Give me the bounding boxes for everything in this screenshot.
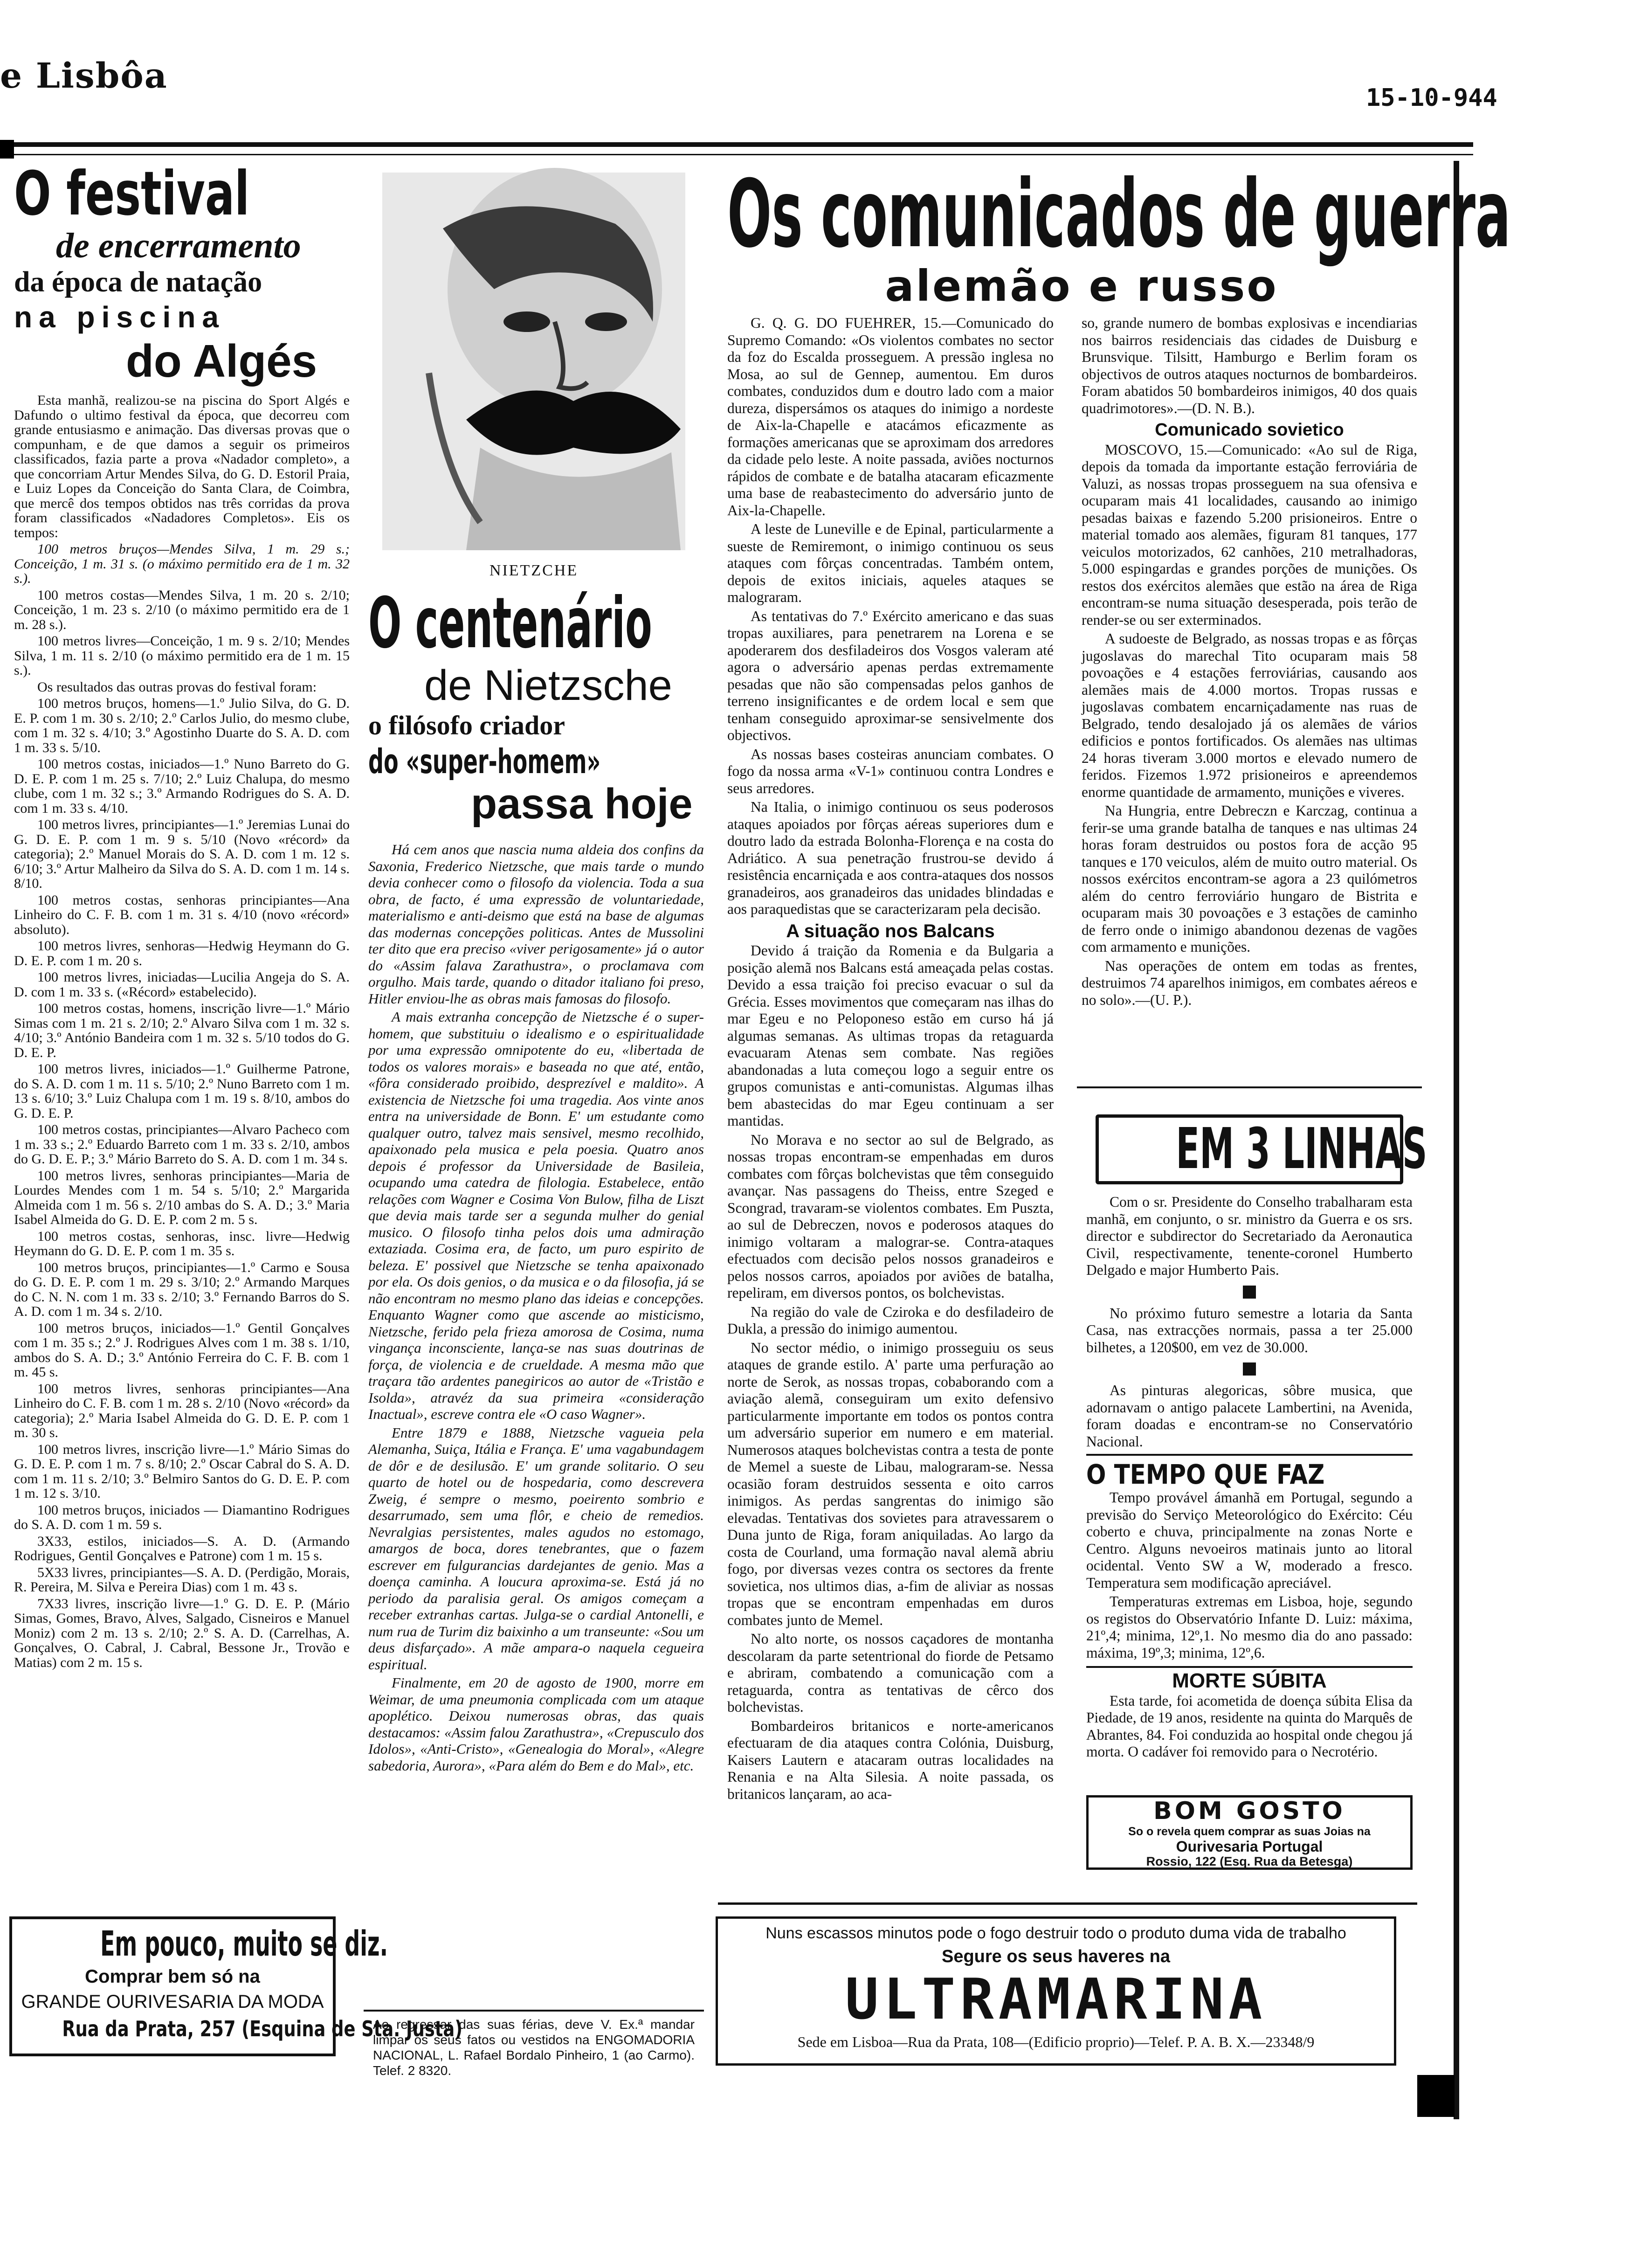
festival-paragraph: 100 metros costas, principiantes—Alvaro Pacheco com 1 m. 33 s.; 2.º Eduardo Barreto com 1 m. 33 s. 2/10, ambos do G. D. E. P.; 3.º Mário Barreto do S. A. D. com 1 m. 34 s. xyxy=(14,1122,350,1167)
em3linhas-title: EM 3 LINHAS xyxy=(1176,1117,1427,1182)
war-paragraph: As nossas bases costeiras anunciam combates. O fogo da nossa arma «V-1» continuou contra Londres e seus arredores. xyxy=(727,746,1054,796)
bomgosto-title: BOM GOSTO xyxy=(1153,1797,1345,1825)
tempo-forecast: Tempo provável ámanhã em Portugal, segundo a previsão do Serviço Meteorológico do Exército: Céu coberto e chuva, principalmente na zonas Norte e Centro. Alguns nevoeiros matinais junto ao litoral ocidental. Vento SW a W, moderado a fresco. Temperatura sem modificação apreciável. xyxy=(1086,1489,1413,1591)
ad-moda-headline: Em pouco, muito se diz. xyxy=(100,1924,388,1964)
ad-bom-gosto xyxy=(1086,1795,1413,1870)
war-paragraph: MOSCOVO, 15.—Comunicado: «Ao sul de Riga, depois da tomada da importante estação ferroviária de Valuzi, as nossas tropas prosseguem na sua ofensiva e ocuparam mais 41 localidades, causando ao inimigo pesadas baixas e fazendo 5.200 prisioneiros. Entre o material tomado aos alemães, figuram 81 tanques, 177 veiculos motorizados, 62 canhões, 210 metralhadoras, 5.000 espingardas e grandes porções de munições. Os restos dos exércitos alemães que estão na área de Riga encontram-se numa situação desesperada, pois terão de render-se ou ser exterminados. xyxy=(1082,441,1417,628)
festival-paragraph: 100 metros livres, iniciados—1.º Guilherme Patrone, do S. A. D. com 1 m. 11 s. 5/10; 2.º Nuno Barreto com 1 m. 13 s. 6/10; 3.º Luiz Chalupa com 1 m. 19 s. 8/10, ambos do G. D. E. P. xyxy=(14,1061,350,1121)
war-title: Os comunicados de guerra xyxy=(727,160,1511,269)
festival-paragraph: 100 metros costas, senhoras principiantes—Ana Linheiro do C. F. B. com 1 m. 31 s. 4/10 (novo «récord» absoluto). xyxy=(14,892,350,937)
war-paragraph: G. Q. G. DO FUEHRER, 15.—Comunicado do Supremo Comando: «Os violentos combates no sector da foz do Escalda prosseguem. A pressão inglesa no Mosa, ao sul de Gennep, aumentou. Em duros combates, conduzidos dum e doutro lado com a maior dureza, dispersámos os ataques do inimigo a nordeste de Aix-la-Chapelle e atacámos eficazmente as formações americanas que se aproximam dos arredores da cidade pelo leste. A noite passada, aviões nocturnos rápidos de combate e de batalha atacaram eficazmente uma base de reabastecimento do adversário junto de Aix-la-Chapelle. xyxy=(727,315,1054,519)
section-rule xyxy=(1086,1454,1413,1456)
ad-moda-line2: Comprar bem só na xyxy=(85,1966,260,1987)
tempo-title: O TEMPO QUE FAZ xyxy=(1086,1459,1325,1490)
nietzsche-paragraph: Entre 1879 e 1888, Nietzsche vagueia pela Alemanha, Suiça, Itália e França. E' uma vagabundagem de dôr e de desilusão. E' um grande solitario. O seu quarto de hotel ou de hospedaria, como descrevera Zweig, é sempre o mesmo, poeirento sombrio e desarrumado, sem uma flôr, e cheio de remedios. Nevralgias persistentes, males agudos no estomago, amargos de boca, dores tenebrantes, que o fazem escrever em fulgurancias dardejantes de genio. Mas a doença caminha. A loucura aproxima-se. Está já no periodo da paralisia geral. Os amigos começam a receber extranhas cartas. Julga-se o cardial Antonelli, e num rua de Turim diz baixinho a um transeunte: «Sou um deus disfarçado». A mãe ampara-o naquela cegueira espiritual. xyxy=(368,1424,704,1673)
festival-sub2: da época de natação xyxy=(14,266,262,298)
war-paragraph: Bombardeiros britanicos e norte-americanos efectuaram de dia ataques contra Colónia, Duisburg, Kaisers Lautern e atacaram outras localidades na Renania e na Alta Silesia. A noite passada, os britanicos lançaram, ao aca- xyxy=(727,1717,1054,1802)
masthead: e Lisbôa xyxy=(0,56,168,96)
festival-paragraph: Esta manhã, realizou-se na piscina do Sport Algés e Dafundo o ultimo festival da época, que decorreu com grande entusiasmo e animação. Das diversas provas que o compunham, e de que damos a seguir os primeiros classificados, fazia parte a prova «Nadador completo», a que concorriam Artur Mendes Silva, do G. D. Estoril Praia, e Luiz Lopes da Conceição do Santa Clara, de Coimbra, que mercê dos tempos obtidos nas três corridas da prova foram classificados «Nadadores Completos». Eis os tempos: xyxy=(14,393,350,540)
festival-title: O festival xyxy=(14,158,250,229)
war-paragraph: so, grande numero de bombas explosivas e incendiarias nos bairros residenciais das cidades de Duisburg e Brunsvique. Tilsitt, Hamburgo e Berlim foram os objectivos de outros ataques nocturnos de bombardeiros. Foram abatidos 50 bombardeiros inimigos, 40 dos quais quadrimotores».—(D. N. B.). xyxy=(1082,315,1417,416)
nietzsche-sub3: do «super-homem» xyxy=(368,742,601,781)
war-paragraph: Devido á traição da Romenia e da Bulgaria a posição alemã nos Balcans está ameaçada pelas costas. Devido a essa traição foi preciso evacuar o sul da Grécia. Esses movimentos que começaram nas ilhas do mar Egeu e no Peloponeso estão em curso há já algumas semanas. As ultimas tropas da retaguarda evacuaram Atenas sem combate. Nas regiões abandonadas a luta começou logo a seguir entre os grupos comunistas e anti-comunistas. Algumas ilhas bem abastecidas do mar Egeu continuam a ser mantidas. xyxy=(727,942,1054,1129)
right-border-bar xyxy=(1454,161,1459,2119)
festival-paragraph: 100 metros bruços, homens—1.º Julio Silva, do G. D. E. P. com 1 m. 30 s. 2/10; 2.º Carlos Julio, do mesmo clube, com 1 m. 32 s. 4/10; 3.º Agostinho Duarte do S. A. D. com 1 m. 33 s. 5/10. xyxy=(14,696,350,755)
war-paragraph: A leste de Luneville e de Epinal, particularmente a sueste de Remiremont, o inimigo continuou os seus ataques com fôrças concentradas. Também ontem, depois de exitos iniciais, aqueles ataques se malograram. xyxy=(727,521,1054,605)
festival-paragraph: 100 metros costas—Mendes Silva, 1 m. 20 s. 2/10; Conceição, 1 m. 23 s. 2/10 (o máximo permitido era de 1 m. 28 s.). xyxy=(14,587,350,632)
war-article xyxy=(727,160,1511,311)
festival-paragraph: 100 metros livres, senhoras principiantes—Maria de Lourdes Mendes com 1 m. 54 s. 5/10; 2.º Margarida Almeida com 1 m. 56 s. 2/10 ambas do S. A. D.; 3.º Maria Isabel Almeida do G. D. E. P. com 2 m. 5 s. xyxy=(14,1168,350,1227)
ad-ourivesaria-moda xyxy=(9,1916,463,2056)
war-paragraph: As tentativas do 7.º Exército americano e das suas tropas auxiliares, para penetrarem na Lorena e se apoderarem dos desfiladeiros dos Vosgos valeram até agora o adversário apenas perdas extremamente pesadas que não são compensadas pelos ganhos de terreno insignificantes e de ordem local e sem que tenham conseguido aproximar-se sensivelmente dos objectivos. xyxy=(727,608,1054,743)
ad-ultramarina xyxy=(716,1916,1396,2066)
notice-rule xyxy=(364,2010,704,2012)
bomgosto-line3: Rossio, 122 (Esq. Rua da Betesga) xyxy=(1146,1854,1353,1868)
festival-paragraph: Os resultados das outras provas do festival foram: xyxy=(37,679,317,695)
nietzsche-sub1: de Nietzsche xyxy=(424,662,672,709)
festival-paragraph: 100 metros costas, senhoras, insc. livre—Hedwig Heymann do G. D. E. P. com 1 m. 35 s. xyxy=(14,1228,350,1258)
festival-sub1: de encerramento xyxy=(56,226,301,265)
war-col-german xyxy=(727,315,1054,1805)
ultramarina-line2: Segure os seus haveres na xyxy=(941,1947,1171,1966)
issue-date: 15-10-944 xyxy=(1366,84,1497,112)
ad-moda-line3: GRANDE OURIVESARIA DA MODA xyxy=(21,1991,324,2012)
nietzsche-sub4: passa hoje xyxy=(471,780,693,828)
ad-moda-address: Rua da Prata, 257 (Esquina de Sta. Justa) xyxy=(62,2016,463,2041)
war-paragraph: No alto norte, os nossos caçadores de montanha descolaram da parte setentrional do fiorde de Petsamo e abriram, combatendo a comunicação com a retaguarda, contra as tentativas de cêrco dos bolchevistas. xyxy=(727,1631,1054,1715)
soviet-heading: Comunicado sovietico xyxy=(1155,420,1344,440)
festival-paragraph: 100 metros livres—Conceição, 1 m. 9 s. 2/10; Mendes Silva, 1 m. 11 s. 2/10 (o máximo permitido era de 1 m. 15 s.). xyxy=(14,633,350,678)
tempo-temperatures: Temperaturas extremas em Lisboa, hoje, segundo os registos do Observatório Infante D. Luiz: máxima, 21º,4; minima, 12º,1. No mesmo dia do ano passado: máxima, 19º,3; minima, 12º,6. xyxy=(1086,1593,1413,1661)
festival-paragraph: 100 metros livres, principiantes—1.º Jeremias Lunai do G. D. E. P. com 1 m. 9 s. 5/10 (Novo «récord» da categoria); 2.º Manuel Morais do S. A. D. com 1 m. 12 s. 6/10; 3.º Artur Malheiro da Silva do S. A. D. com 1 m. 14 s. 8/10. xyxy=(14,817,350,891)
em3linhas-item: As pinturas alegoricas, sôbre musica, que adornavam o antigo palacete Lambertini, na Avenida, foram doadas e encontram-se no Conservatório Nacional. xyxy=(1086,1382,1413,1450)
war-paragraph: Na Italia, o inimigo continuou os seus poderosos ataques apoiados por fôrças aéreas superiores dum e doutro lado da estrada Bolonha-Florença e na costa do Adriático. A sua penetração frustrou-se devido á resistência encarniçada e aos contra-ataques dos nossos granadeiros, aos granadeiros das unidades blindadas e aos paraquedistas que se caracterizaram pela decisão. xyxy=(727,799,1054,917)
war-paragraph: Na região do vale de Cziroka e do desfiladeiro de Dukla, a pressão do inimigo aumentou. xyxy=(727,1303,1054,1337)
festival-paragraph: 100 metros livres, senhoras principiantes—Ana Linheiro do C. F. B. com 1 m. 28 s. 2/10 (Novo «récord» da categoria); 2.º Maria Isabel Almeida do G. D. E. P. com 1 m. 30 s. xyxy=(14,1381,350,1440)
portrait-caption: NIETZCHE xyxy=(489,562,579,579)
war-col-soviet xyxy=(1082,315,1417,1010)
festival-paragraph: 100 metros livres, inscrição livre—1.º Mário Simas do G. D. E. P. com 1 m. 7 s. 8/10; 2.º Oscar Cabral do S. A. D. com 1 m. 11 s. 2/10; 3.º Belmiro Santos do G. D. E. P. com 1 m. 12 s. 3/10. xyxy=(14,1441,350,1501)
engomadoria-notice: Ao regressar das suas férias, deve V. Ex.ª mandar limpar os seus fatos ou vestidos na ENGOMADORIA NACIONAL, L. Rafael Bordalo Pinheiro, 1 (ao Carmo). Telef. 2 8320. xyxy=(373,2017,695,2078)
square-bullet-icon xyxy=(1243,1362,1256,1376)
war-paragraph: No sector médio, o inimigo prosseguiu os seus ataques de grande estilo. A' parte uma perfuração ao norte de Serok, as nossas tropas, cobaborando com a aviação alemã, conseguiram um exito defensivo particularmente importante em todos os pontos contra um adversário superior em numero e em material. Numerosos ataques bolchevistas contra a testa de ponte de Memel a sueste de Libau, malograram-se. Nessa ocasião foram destruidos sessenta e oito carros inimigos. As perdas sangrentas do inimigo são elevadas. Tentativas dos sovietes para atravessarem o Duna junto de Riga, foram aniquiladas. Ao largo da costa de Courland, uma formação naval alemã abriu fogo, por diversas vezes contra os sectores da frente sovietica, nos ultimos dias, a-fim de aliviar as nossas tropas que se encontram empenhadas em duros combates junto de Memel. xyxy=(727,1339,1054,1628)
war-paragraph: Na Hungria, entre Debreczn e Karczag, continua a ferir-se uma grande batalha de tanques e nas ultimas 24 horas foram destruidos ou postos fora de acção 95 tanques e 170 veiculos, além de muito outro material. Os nossos exércitos encontram-se agora a 23 quilómetros além do centro ferroviário hungaro de Bistrita e ocuparam mais 30 povoações e 3 estações de caminho de ferro onde o inimigo abandonou dezenas de vagões com armamento e munições. xyxy=(1082,802,1417,955)
header-rule xyxy=(14,142,1473,147)
em3linhas-item: Com o sr. Presidente do Conselho trabalharam esta manhã, em conjunto, o sr. ministro da Guerra e os srs. director e subdirector do Secretariado da Aeronautica Civil, respectivamente, tenente-coronel Humberto Delgado e major Humberto Pais. xyxy=(1086,1194,1413,1278)
war-paragraph: Nas operações de ontem em todas as frentes, destruimos 74 aparelhos inimigos, em combates aéreos e no solo».—(U. P.). xyxy=(1082,957,1417,1008)
ultramarina-line3: Sede em Lisboa—Rua da Prata, 108—(Edificio proprio)—Telef. P. A. B. X.—23348/9 xyxy=(797,2033,1315,2050)
nietzsche-paragraph: Finalmente, em 20 de agosto de 1900, morre em Weimar, de uma pneumonia complicada com um ataque apoplético. Deixou numerosas obras, das quais destacamos: «Assim falou Zarathustra», «Crepusculo dos Idolos», «Anti-Cristo», «Genealogia do Moral», «Alegre sabedoria, Aurora», «Para além do Bem e do Mal», etc. xyxy=(368,1674,704,1774)
festival-paragraph: 100 metros livres, iniciadas—Lucilia Angeja do S. A. D. com 1 m. 33 s. («Récord» estabelecido). xyxy=(14,969,350,1000)
morte-title: MORTE SÚBITA xyxy=(1172,1669,1327,1692)
ultramarina-line1: Nuns escassos minutos pode o fogo destruir todo o produto duma vida de trabalho xyxy=(765,1924,1346,1942)
festival-sub3: na piscina xyxy=(14,300,225,334)
festival-paragraph: 100 metros livres, senhoras—Hedwig Heymann do G. D. E. P. com 1 m. 20 s. xyxy=(14,938,350,968)
festival-paragraph: 3X33, estilos, iniciados—S. A. D. (Armando Rodrigues, Gentil Gonçalves e Patrone) com 1 m. 15 s. xyxy=(14,1533,350,1563)
festival-paragraph: 100 metros bruços, iniciados — Diamantino Rodrigues do S. A. D. com 1 m. 59 s. xyxy=(14,1502,350,1532)
bomgosto-line1: So o revela quem comprar as suas Joias na xyxy=(1128,1825,1371,1838)
section-rule xyxy=(1086,1666,1413,1668)
festival-sub4: do Algés xyxy=(126,335,317,387)
war-paragraph: No Morava e no sector ao sul de Belgrado, as nossas tropas encontram-se empenhadas em duros combates com fôrças bolchevistas que têm conseguido avançar. Nas passagens do Theiss, entre Szeged e Scongrad, travaram-se violentos combates. Em Puszta, ao sul de Debreczen, novos e poderosos ataques do inimigo voltaram a malograr-se. Contra-ataques efectuados com decisão pelos nossos granadeiros e pelos nossos carros, apoiados por aviões de batalha, repeliram, em diversos pontos, os bolchevistas. xyxy=(727,1131,1054,1301)
war-paragraph: A sudoeste de Belgrado, as nossas tropas e as fôrças jugoslavas do marechal Tito ocuparam mais 58 povoações e 4 estações ferroviárias, causando aos alemães mais de 4.000 mortos. Tropas russas e jugoslavas combatem encarniçadamente nas ruas de Belgrado, tendo desalojado já os alemães de vários edificios e pontos fortificados. Os alemães nas ultimas 24 horas tiveram 3.000 mortos e elevado numero de feridos. Fizemos 1.972 prisioneiros e apreendemos enorme quantidade de armamento, munições e viveres. xyxy=(1082,630,1417,800)
nietzsche-article xyxy=(368,585,704,1776)
festival-paragraph: 100 metros bruços, iniciados—1.º Gentil Gonçalves com 1 m. 35 s.; 2.º J. Rodrigues Alves com 1 m. 38 s. 1/10, ambos do S. A. D.; 3.º António Ferreira do C. F. B. com 1 m. 45 s. xyxy=(14,1320,350,1380)
festival-paragraph: 100 metros costas, iniciados—1.º Nuno Barreto do G. D. E. P. com 1 m. 25 s. 7/10; 2.º Luiz Chalupa, do mesmo clube, com 1 m. 32 s.; 3.º Armando Rodrigues do S. A. D. com 1 m. 33 s. 4/10. xyxy=(14,756,350,816)
balcans-heading: A situação nos Balcans xyxy=(786,920,995,941)
nietzsche-body xyxy=(368,841,704,1774)
festival-paragraph: 100 metros costas, homens, inscrição livre—1.º Mário Simas com 1 m. 21 s. 2/10; 2.º Alvaro Silva com 1 m. 32 s. 4/10; 3.º António Bandeira com 1 m. 32 s. 5/10 todos do G. D. E. P. xyxy=(14,1001,350,1060)
festival-paragraph: 100 metros bruços—Mendes Silva, 1 m. 29 s.; Conceição, 1 m. 31 s. (o máximo permitido era de 1 m. 32 s.). xyxy=(14,541,350,586)
nietzsche-title: O centenário xyxy=(368,583,652,664)
corner-block xyxy=(0,140,14,159)
section-rule xyxy=(1077,1086,1422,1088)
nietzsche-sub2: o filósofo criador xyxy=(368,710,565,740)
header-rule-thin xyxy=(14,154,1473,155)
festival-paragraph: 7X33 livres, inscrição livre—1.º G. D. E. P. (Mário Simas, Gomes, Bravo, Alves, Salgado, Cisneiros e Manuel Moniz) com 2 m. 13 s. 2/10; 2.º S. A. D. (Carrelhas, A. Gonçalves, O. Cabral, J. Cabral, Bessone Jr., Trovão e Matias) com 2 m. 15 s. xyxy=(14,1596,350,1670)
nietzsche-paragraph: Há cem anos que nascia numa aldeia dos confins da Saxonia, Frederico Nietzsche, que mais tarde o mundo devia conhecer como o filosofo da violencia. Toda a sua obra, de facto, é uma expressão de voluntariedade, materialismo e anti-deismo que está na base de algumas das modernas concepções politicas. Antes de Mussolini ter dito que era preciso «viver perigosamente» já o autor do «Assim falava Zarathustra», o proclamava com orgulho. Mais tarde, quando o ditador italiano foi preso, Hitler enviou-lhe as obras mais famosas do filosofo. xyxy=(368,841,704,1007)
em3linhas-box xyxy=(1096,1114,1427,1184)
festival-article xyxy=(14,158,350,1672)
ad-top-rule xyxy=(718,1902,1417,1905)
em3linhas-item: No próximo futuro semestre a lotaria da Santa Casa, nas extracções normais, passa a ter 25.000 bilhetes, a 120$00, em vez de 30.000. xyxy=(1086,1305,1413,1355)
nietzsche-portrait xyxy=(373,168,695,555)
war-subtitle: alemão e russo xyxy=(885,261,1278,311)
festival-paragraph: 100 metros bruços, principiantes—1.º Carmo e Sousa do G. D. E. P. com 1 m. 29 s. 3/10; 2.º Armando Marques do C. N. N. com 1 m. 33 s. 2/10; 3.º Fernando Barros do S. A. D. com 1 m. 34 s. 2/10. xyxy=(14,1259,350,1319)
festival-paragraph: 5X33 livres, principiantes—S. A. D. (Perdigão, Morais, R. Pereira, M. Silva e Pereira Dias) com 1 m. 43 s. xyxy=(14,1564,350,1595)
em3linhas-body xyxy=(1086,1194,1413,1763)
ultramarina-name: ULTRAMARINA xyxy=(845,1967,1267,2032)
square-bullet-icon xyxy=(1243,1286,1256,1299)
nietzsche-paragraph: A mais extranha concepção de Nietzsche é o super-homem, que substituiu o idealismo e o espiritualidade por uma expressão omnipotente do eu, «libertada de todos os valores morais» e baseada no que até, então, «fôra considerado proibido, desprezível e maldito». A existencia de Nietzsche foi uma tragedia. Aos vinte anos entra na universidade de Bonn. E' um estudante como qualquer outro, talvez mais sensivel, mesmo recolhido, apaixonado pela musica e pela poesia. Quatro anos depois é professor da Universidade de Basileia, ocupando uma catedra de filologia. Estabelece, então relações com Wagner e Cosima Von Bulow, filha de Liszt que devia mais tarde ser a segunda mulher do genial musico. O filosofo tinha pelos dois uma admiração extaziada. Cosima era, de facto, um puro espirito de beleza. E' possivel que Nietzsche se tenha apaixonado por ela. Os dois genios, o da musica e o da filosofia, já se não encontram no mesmo plano das ideias e concepções. Enquanto Wagner como que ascende ao misticismo, Nietzsche, ferido pela frieza amorosa de Cosima, numa vingança inconsciente, lança-se nas suas doutrinas de força, de violencia e de crueldade. A mesma mão que traçara tão ardentes panegiricos ao autor de «Tristão e Isolda», atravéz da sua primeira «consideração Inactual», escreve contra ele «O caso Wagner». xyxy=(368,1009,704,1422)
festival-body xyxy=(14,393,350,1670)
morte-body: Esta tarde, foi acometida de doença súbita Elisa da Piedade, de 19 anos, residente na quinta do Marquês de Abrantes, 84. Foi conduzida ao hospital onde chegou já morta. O cadáver foi removido para o Necrotério. xyxy=(1086,1692,1413,1760)
corner-block-bottom xyxy=(1417,2075,1455,2117)
bomgosto-line2: Ourivesaria Portugal xyxy=(1176,1838,1323,1855)
